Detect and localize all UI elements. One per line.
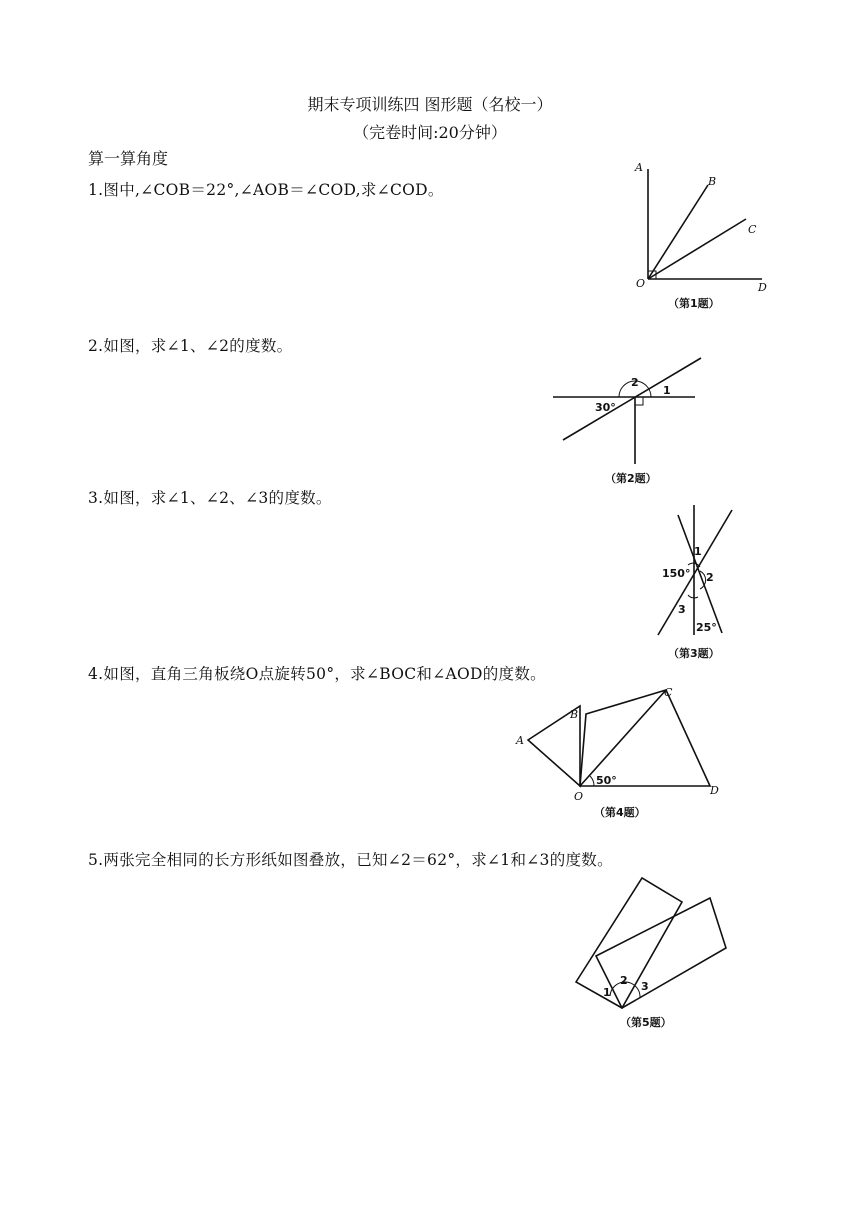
triangle-cod [580, 690, 710, 786]
label-angle-3: 3 [641, 980, 649, 993]
label-angle-1: 1 [694, 545, 702, 558]
label-b: B [708, 175, 717, 188]
oblique-line [563, 358, 701, 440]
label-angle-1: 1 [663, 384, 671, 397]
question-5: 5.两张完全相同的长方形纸如图叠放，已知∠2＝62°，求∠1和∠3的度数。 [88, 851, 613, 869]
rectangle-paper-2 [596, 898, 726, 1008]
label-o: O [574, 790, 584, 803]
line-oc [580, 690, 666, 786]
figure-5-caption: （第5题） [620, 1016, 672, 1029]
label-25-degrees: 25° [696, 621, 717, 634]
page-title: 期末专项训练四 图形题（名校一） [307, 95, 553, 114]
label-a: A [516, 734, 524, 747]
label-angle-2: 2 [706, 571, 714, 584]
label-d: D [710, 784, 719, 797]
figure-3-caption: （第3题） [668, 647, 720, 660]
figure-4 [508, 682, 738, 822]
page-subtitle: （完卷时间:20分钟） [353, 123, 507, 142]
ray-oc [648, 219, 746, 279]
question-4: 4.如图，直角三角板绕O点旋转50°，求∠BOC和∠AOD的度数。 [88, 665, 546, 683]
label-d: D [758, 281, 767, 294]
figure-5 [568, 872, 738, 1037]
figure-2 [545, 352, 715, 487]
question-3: 3.如图，求∠1、∠2、∠3的度数。 [88, 489, 332, 507]
label-angle-2: 2 [620, 974, 628, 987]
label-angle-1: 1 [603, 986, 611, 999]
ray-ob [648, 185, 708, 279]
figure-2-caption: （第2题） [605, 472, 657, 485]
figure-1 [620, 155, 780, 315]
label-b: B [570, 708, 579, 721]
label-angle-2: 2 [631, 376, 639, 389]
angle-arc-50 [590, 776, 594, 786]
label-c: C [748, 223, 757, 236]
figure-4-caption: （第4题） [594, 806, 646, 819]
label-30-degrees: 30° [595, 401, 616, 414]
label-50-degrees: 50° [596, 774, 617, 787]
label-o: O [636, 277, 646, 290]
angle-arc-3 [688, 595, 698, 598]
label-angle-3: 3 [678, 603, 686, 616]
question-2: 2.如图，求∠1、∠2的度数。 [88, 337, 293, 355]
right-angle-mark [635, 397, 643, 405]
section-title: 算一算角度 [88, 149, 169, 168]
question-1: 1.图中,∠COB＝22°,∠AOB＝∠COD,求∠COD。 [88, 181, 444, 199]
figure-3 [650, 505, 760, 665]
label-a: A [635, 161, 643, 174]
label-150-degrees: 150° [662, 567, 691, 580]
rectangle-paper-1 [576, 878, 682, 1008]
figure-1-caption: （第1题） [668, 297, 720, 310]
label-c: C [664, 686, 673, 699]
